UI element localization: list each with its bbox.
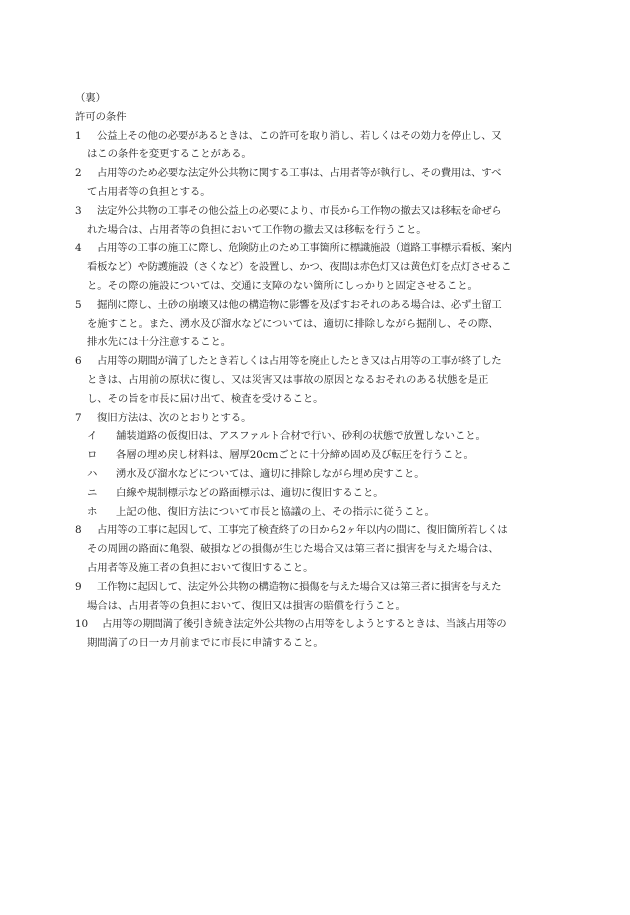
condition-number: 10	[75, 618, 89, 631]
sub-item	[75, 484, 555, 503]
condition-text: 掘削に際し、土砂の崩壊又は他の構造物に影響を及ぼすおそれのある場合は、必ず土留工	[97, 298, 502, 311]
condition-text: 占用等の工事に起因して、工事完了検査終了の日から2ヶ年以内の間に、復旧箇所若しくは	[97, 524, 508, 537]
sub-item-text: 白線や規制標示などの路面標示は、適切に復旧すること。	[116, 486, 384, 499]
condition-item	[75, 352, 555, 408]
condition-text: 占用等の期間満了後引き続き法定外公共物の占用等をしようとするときは、当該占用等の	[102, 618, 507, 631]
condition-item	[75, 164, 555, 202]
condition-text: 占用者等及施工者の負担において復旧すること。	[87, 561, 314, 574]
condition-text: 排水先には十分注意すること。	[87, 336, 232, 349]
conditions-content	[75, 89, 555, 653]
sub-item-list	[75, 427, 555, 521]
sub-item-text: 湧水及び溜水などについては、適切に排除しながら埋め戻すこと。	[116, 467, 425, 480]
sub-item-marker: ニ	[87, 486, 98, 499]
condition-text: 看板など）や防護施設（さくなど）を設置し、かつ、夜間は赤色灯又は黄色灯を点灯させるこ	[87, 261, 512, 274]
condition-text: 場合は、占用者等の負担において、復旧又は損害の賠償を行うこと。	[87, 599, 406, 612]
condition-item	[75, 521, 555, 577]
condition-item	[75, 239, 555, 295]
condition-text: れた場合は、占用者等の負担において工作物の撤去又は移転を行うこと。	[87, 223, 427, 236]
condition-number: 2	[75, 167, 82, 180]
sub-item	[75, 465, 555, 484]
condition-text: 法定外公共物の工事その他公益上の必要により、市長から工作物の撤去又は移転を命ぜら	[97, 204, 502, 217]
condition-item	[75, 615, 555, 653]
sub-item	[75, 427, 555, 446]
sub-item-marker: ハ	[87, 467, 98, 480]
section-heading: 許可の条件	[75, 110, 127, 123]
condition-text: 期間満了の日一カ月前までに市長に申請すること。	[87, 637, 324, 650]
sub-item-marker: イ	[87, 430, 98, 443]
condition-text: 占用等のため必要な法定外公共物に関する工事は、占用者等が執行し、その費用は、すべ	[97, 167, 502, 180]
sub-item	[75, 503, 555, 522]
condition-text: と。その際の施設については、交通に支障のない箇所にしっかりと固定させること。	[87, 279, 478, 292]
sub-item-text: 上記の他、復旧方法について市長と協議の上、その指示に従うこと。	[116, 505, 435, 518]
condition-number: 5	[75, 298, 82, 311]
condition-text: ときは、占用前の原状に復し、又は災害又は事故の原因となるおそれのある状態を是正	[87, 373, 489, 386]
condition-item	[75, 409, 555, 522]
condition-item	[75, 202, 555, 240]
side-label: （裏）	[75, 92, 106, 104]
condition-item	[75, 127, 555, 165]
sub-item-marker: ロ	[87, 449, 98, 462]
condition-item	[75, 578, 555, 616]
condition-text: 占用等の期間が満了したとき若しくは占用等を廃止したとき又は占用等の工事が終了した	[97, 355, 502, 368]
condition-number: 3	[75, 204, 82, 217]
condition-text: て占用者等の負担とする。	[87, 185, 211, 198]
sub-item-text: 各層の埋め戻し材料は、層厚20cmごとに十分締め固め及び転圧を行うこと。	[116, 449, 474, 462]
condition-text: 工作物に起因して、法定外公共物の構造物に損傷を与えた場合又は第三者に損害を与えた	[97, 580, 502, 593]
condition-number: 9	[75, 580, 82, 593]
condition-text: を施すこと。また、湧水及び溜水などについては、適切に排除しながら掘削し、その際、	[87, 317, 499, 330]
condition-text: し、その旨を市長に届け出て、検査を受けること。	[87, 392, 324, 405]
sub-item-marker: ホ	[87, 505, 98, 518]
condition-number: 6	[75, 355, 82, 368]
sub-item	[75, 446, 555, 465]
condition-text: はこの条件を変更することがある。	[87, 148, 252, 161]
condition-text: その周囲の路面に亀裂、破損などの損傷が生じた場合又は第三者に損害を与えた場合は、	[87, 543, 499, 556]
condition-number: 1	[75, 129, 82, 142]
sub-item-text: 舗装道路の仮復旧は、アスファルト合材で行い、砂利の状態で放置しないこと。	[116, 430, 486, 443]
condition-text: 公益上その他の必要があるときは、この許可を取り消し、若しくはその効力を停止し、又	[97, 129, 502, 142]
condition-item	[75, 296, 555, 352]
condition-number: 7	[75, 411, 82, 424]
condition-text: 占用等の工事の施工に際し、危険防止のため工事箇所に標識施設（道路工事標示看板、案内	[97, 242, 512, 255]
condition-text: 復旧方法は、次のとおりとする。	[97, 411, 252, 424]
condition-number: 4	[75, 242, 82, 255]
condition-number: 8	[75, 524, 82, 537]
